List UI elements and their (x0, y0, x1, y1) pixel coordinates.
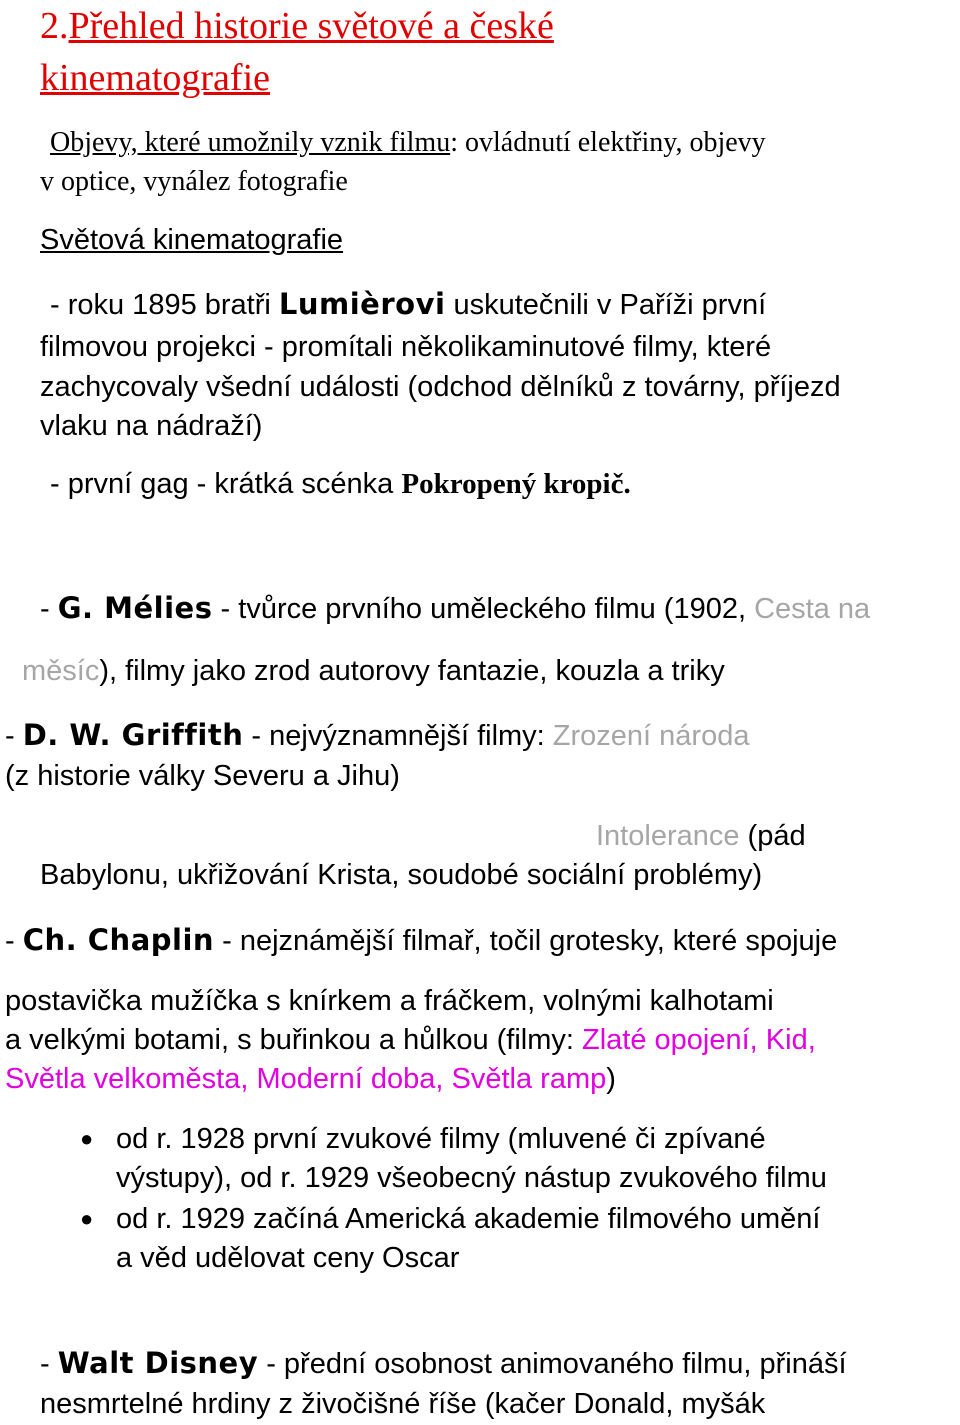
lumiere-suffix: uskutečnili v Paříži první (445, 289, 767, 321)
lumiere-line3: zachycovaly všední události (odchod dělníků z továrny, příjezd (40, 371, 841, 403)
bullet1-line1: od r. 1928 první zvukové filmy (mluvené či zpívané (116, 1123, 766, 1155)
chaplin-films-b: Světla velkoměsta, Moderní doba, Světla ramp (5, 1063, 607, 1095)
griffith-line3 (596, 818, 806, 854)
disney-line1 (40, 1345, 847, 1382)
gag-prefix: - první gag - krátká scénka (50, 468, 402, 500)
chaplin-line2: postavička mužíčka s knírkem a fráčkem, volnými kalhotami (5, 985, 774, 1017)
chaplin-text: - nejznámější filmař, točil grotesky, které spojuje (214, 925, 838, 957)
title-line1: Přehled historie světové a české (68, 5, 554, 47)
bullet2-line1: od r. 1929 začíná Americká akademie filmového umění (116, 1203, 821, 1235)
lumiere-line1 (50, 286, 766, 323)
lumiere-name: Lumièrovi (278, 287, 446, 321)
lumiere-prefix: - roku 1895 bratři (50, 289, 279, 321)
intro-line1 (50, 125, 766, 161)
griffith-text: - nejvýznamnější filmy: (243, 720, 553, 752)
griffith-film2: Intolerance (596, 820, 740, 852)
lumiere-line2: filmovou projekci - promítali několikaminutové filmy, které (40, 331, 772, 363)
disney-dash: - (40, 1348, 58, 1380)
melies-line2-rest: ), filmy jako zrod autorovy fantazie, kouzla a triky (99, 655, 725, 687)
melies-film-b: měsíc (22, 655, 100, 687)
gag-title: Pokropený kropič. (401, 468, 631, 500)
chaplin-line1 (5, 922, 837, 959)
chaplin-line3 (5, 1022, 816, 1058)
chaplin-dash: - (5, 925, 23, 957)
chaplin-films-a: Zlaté opojení, Kid, (582, 1024, 816, 1056)
title-line2: kinematografie (40, 57, 271, 99)
bullet2-line2: a věd udělovat ceny Oscar (116, 1242, 460, 1274)
chaplin-line3-prefix: a velkými botami, s buřinkou a hůlkou (filmy: (5, 1024, 582, 1056)
melies-film-a: Cesta na (754, 593, 871, 625)
intro-line2: v optice, vynález fotografie (40, 166, 348, 197)
bullet1-line2: výstupy), od r. 1929 všeobecný nástup zvukového filmu (116, 1162, 827, 1194)
lumiere-line4: vlaku na nádraží) (40, 410, 263, 442)
griffith-name: D. W. Griffith (22, 718, 244, 752)
griffith-dash: - (5, 720, 23, 752)
melies-line1 (40, 590, 870, 627)
griffith-film2-rest: (pád (739, 820, 806, 852)
griffith-line2: (z historie války Severu a Jihu) (5, 760, 400, 792)
chaplin-name: Ch. Chaplin (22, 923, 215, 957)
disney-text: - přední osobnost animovaného filmu, přináší (258, 1348, 847, 1380)
intro-underlined: Objevy, které umožnily vznik filmu (50, 127, 451, 158)
chaplin-line4 (5, 1061, 616, 1097)
gag-line (50, 466, 631, 502)
chaplin-line4-suffix: ) (606, 1063, 616, 1095)
melies-text: - tvůrce prvního uměleckého filmu (1902, (212, 593, 755, 625)
page-title (40, 4, 554, 48)
intro-rest: : ovládnutí elektřiny, objevy (450, 127, 766, 158)
griffith-line1 (5, 717, 749, 754)
bullet-icon: ● (80, 1206, 94, 1231)
bullet-icon: ● (80, 1126, 94, 1151)
melies-line2 (22, 653, 725, 689)
disney-name: Walt Disney (57, 1346, 259, 1380)
melies-dash: - (40, 593, 58, 625)
section-title: Světová kinematografie (40, 224, 344, 256)
section-number: 2. (40, 5, 69, 47)
melies-name: G. Mélies (57, 591, 213, 625)
griffith-line4: Babylonu, ukřižování Krista, soudobé sociální problémy) (40, 859, 763, 891)
disney-line2: nesmrtelné hrdiny z živočišné říše (kačer Donald, myšák (40, 1388, 766, 1420)
griffith-film1: Zrození národa (552, 720, 750, 752)
